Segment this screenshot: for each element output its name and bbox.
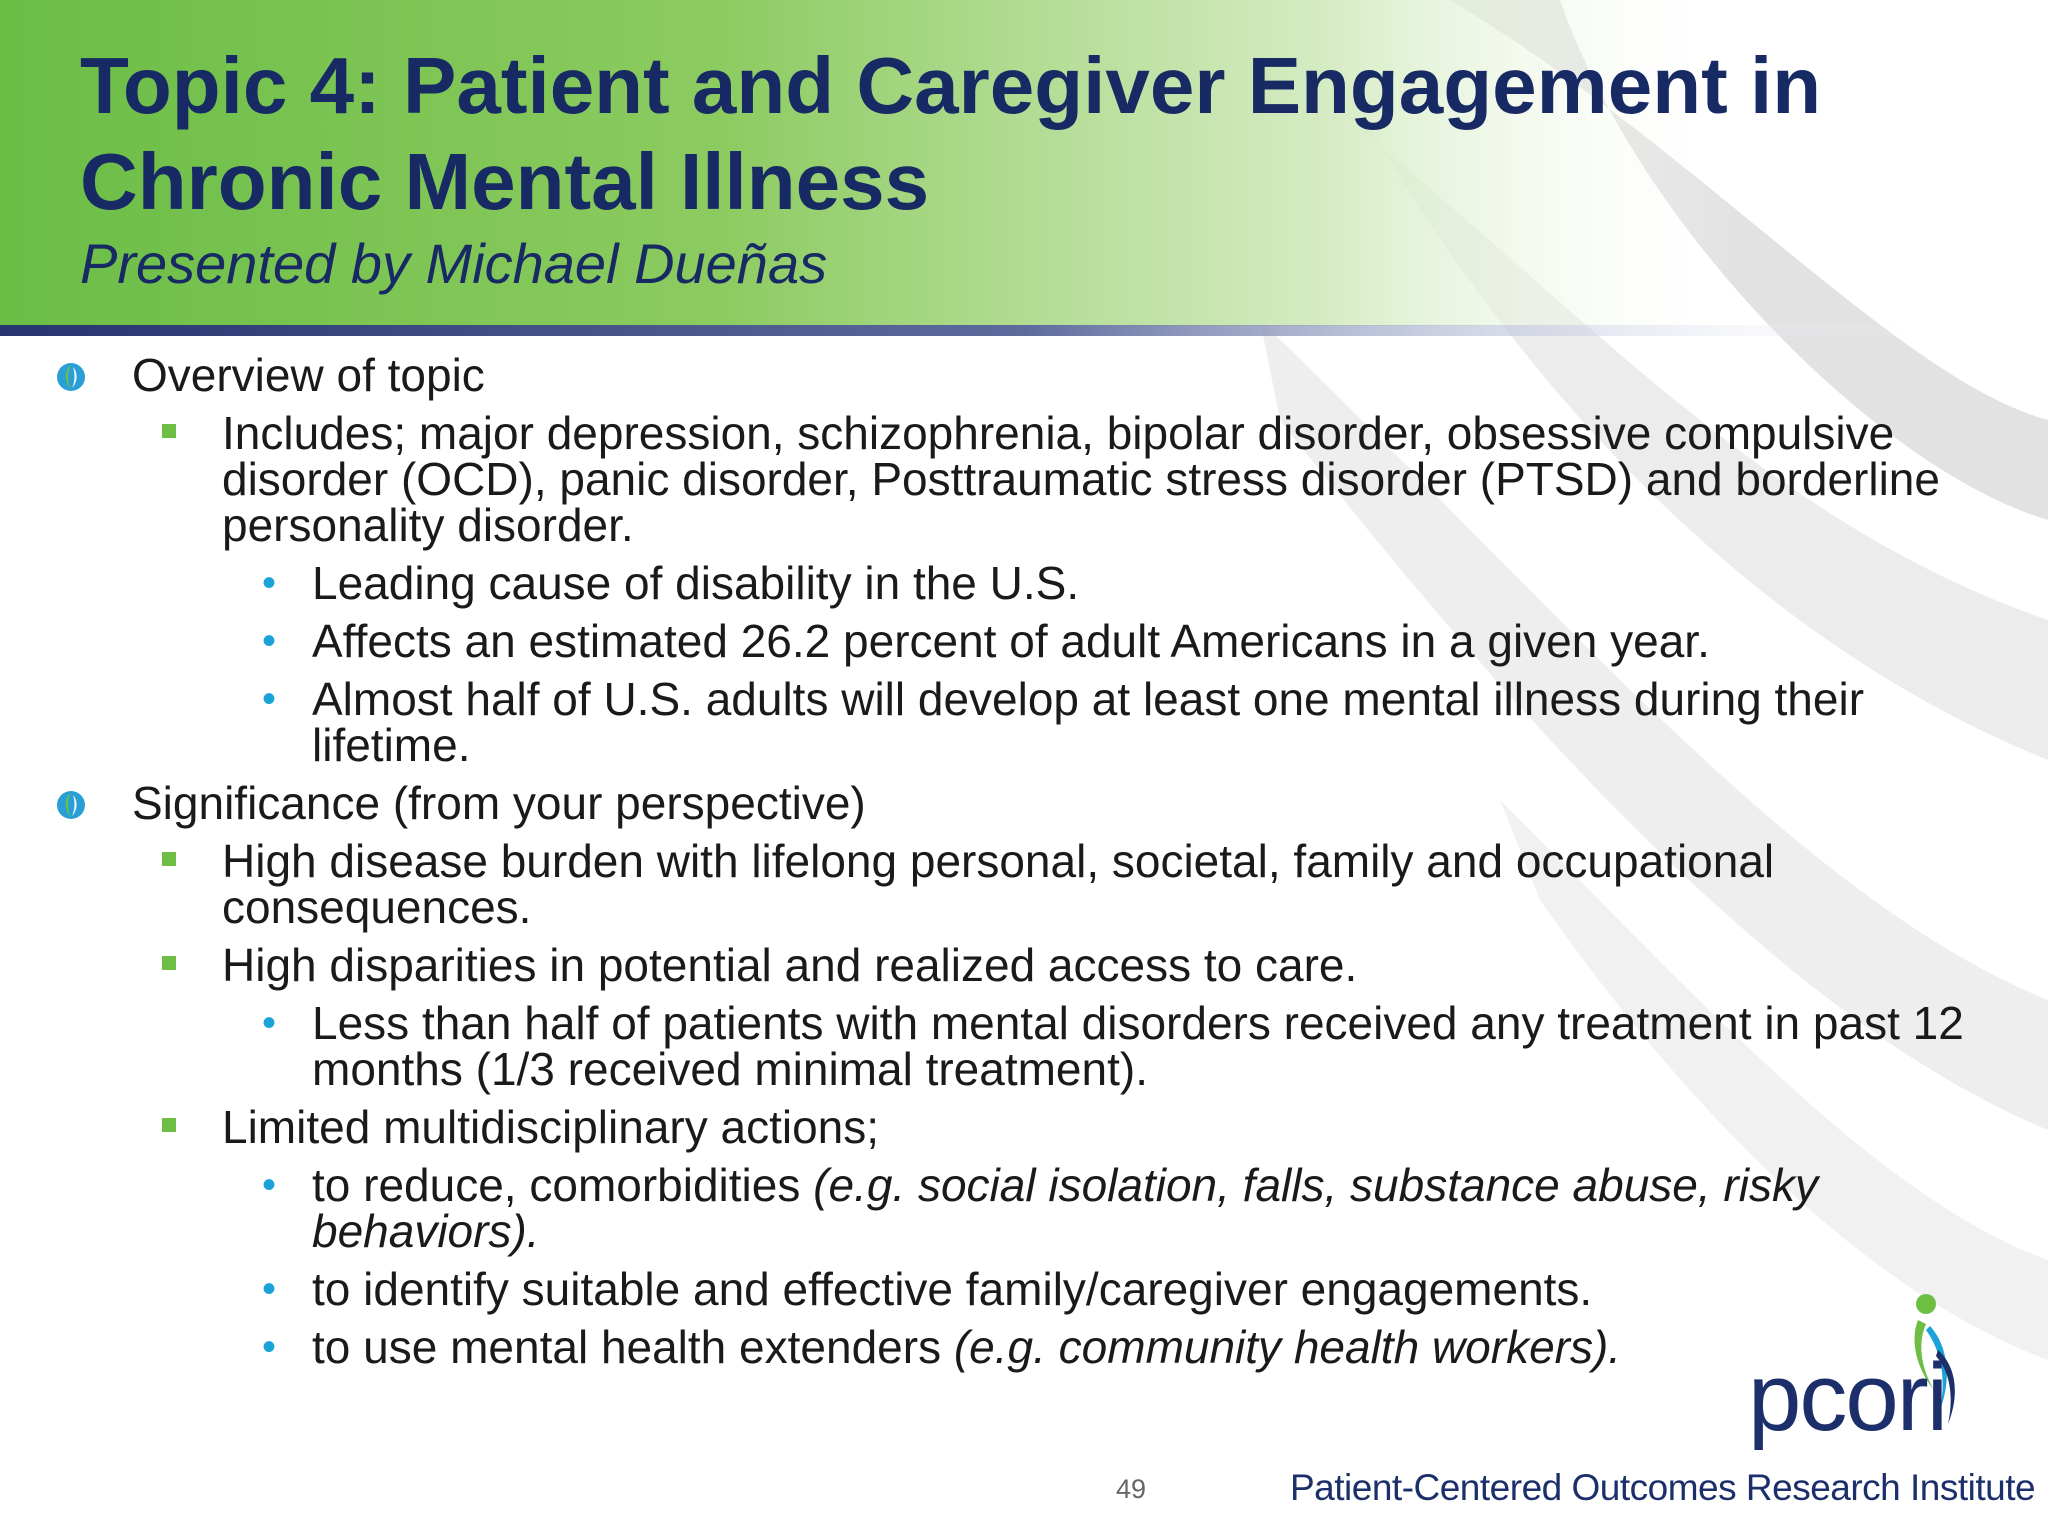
- limited-point-text: to reduce, comorbidities: [312, 1159, 814, 1211]
- bullet-overview: [0, 349, 2002, 401]
- bullet-includes: [0, 407, 2002, 551]
- overview-point: Affects an estimated 26.2 percent of adult Americans in a given year.: [312, 615, 1710, 667]
- limited-point-example: (e.g. community health workers).: [953, 1321, 1622, 1373]
- page-number: 49: [1116, 1474, 1147, 1504]
- significance-disparities: High disparities in potential and realized access to care.: [222, 939, 1358, 991]
- bullet-limited: [0, 1101, 2002, 1153]
- pcori-tagline: Patient-Centered Outcomes Research Institute: [1290, 1467, 2036, 1508]
- dot-bullet-icon: •: [262, 1001, 277, 1045]
- bullet-treatment: [0, 997, 2002, 1095]
- pcori-wordmark: pcori: [1748, 1344, 1947, 1451]
- disparities-point: Less than half of patients with mental disorders received any treatment in past 12 months (1/3 received minimal treatment).: [312, 997, 1964, 1095]
- slide-body: [0, 349, 2048, 1382]
- bullet-burden: [0, 835, 2002, 933]
- dot-bullet-icon: •: [262, 677, 277, 721]
- square-bullet-icon: [162, 956, 176, 970]
- leaf-bullet-icon: [56, 790, 86, 820]
- square-bullet-icon: [162, 852, 176, 866]
- slide-title: Topic 4: Patient and Caregiver Engagement in Chronic Mental Illness: [80, 41, 1822, 226]
- dot-bullet-icon: •: [262, 561, 277, 605]
- overview-heading: Overview of topic: [132, 349, 485, 401]
- significance-limited: Limited multidisciplinary actions;: [222, 1101, 880, 1153]
- bullet-lifetime: [0, 673, 2002, 771]
- limited-point-text: to use mental health extenders: [312, 1321, 954, 1373]
- significance-heading: Significance (from your perspective): [132, 777, 866, 829]
- overview-includes: Includes; major depression, schizophrenia, bipolar disorder, obsessive compulsive disorder (OCD), panic disorder, Posttraumatic stress disorder (PTSD) and borderline personality disorder.: [222, 407, 1940, 551]
- dot-bullet-icon: •: [262, 1163, 277, 1207]
- dot-bullet-icon: •: [262, 1267, 277, 1311]
- overview-point: Leading cause of disability in the U.S.: [312, 557, 1080, 609]
- bullet-significance: [0, 777, 2002, 829]
- significance-burden: High disease burden with lifelong personal, societal, family and occupational consequences.: [222, 835, 1775, 933]
- slide-header: [0, 0, 2048, 330]
- bullet-disparities: [0, 939, 2002, 991]
- limited-point-text: to identify suitable and effective family/caregiver engagements.: [312, 1263, 1593, 1315]
- limited-point: [312, 1159, 2002, 1257]
- dot-bullet-icon: •: [262, 619, 277, 663]
- square-bullet-icon: [162, 424, 176, 438]
- pcori-logo: [1280, 1290, 2036, 1520]
- bullet-disability: [0, 557, 2002, 609]
- leaf-bullet-icon: [56, 362, 86, 392]
- bullet-comorbidities: [0, 1159, 2002, 1257]
- slide-subtitle: Presented by Michael Dueñas: [80, 232, 828, 295]
- bullet-prevalence: [0, 615, 2002, 667]
- square-bullet-icon: [162, 1118, 176, 1132]
- limited-point-example: (e.g. social isolation, falls, substance abuse, risky behaviors).: [312, 1159, 1818, 1257]
- overview-point: Almost half of U.S. adults will develop at least one mental illness during their lifetime.: [312, 673, 1865, 771]
- dot-bullet-icon: •: [262, 1325, 277, 1369]
